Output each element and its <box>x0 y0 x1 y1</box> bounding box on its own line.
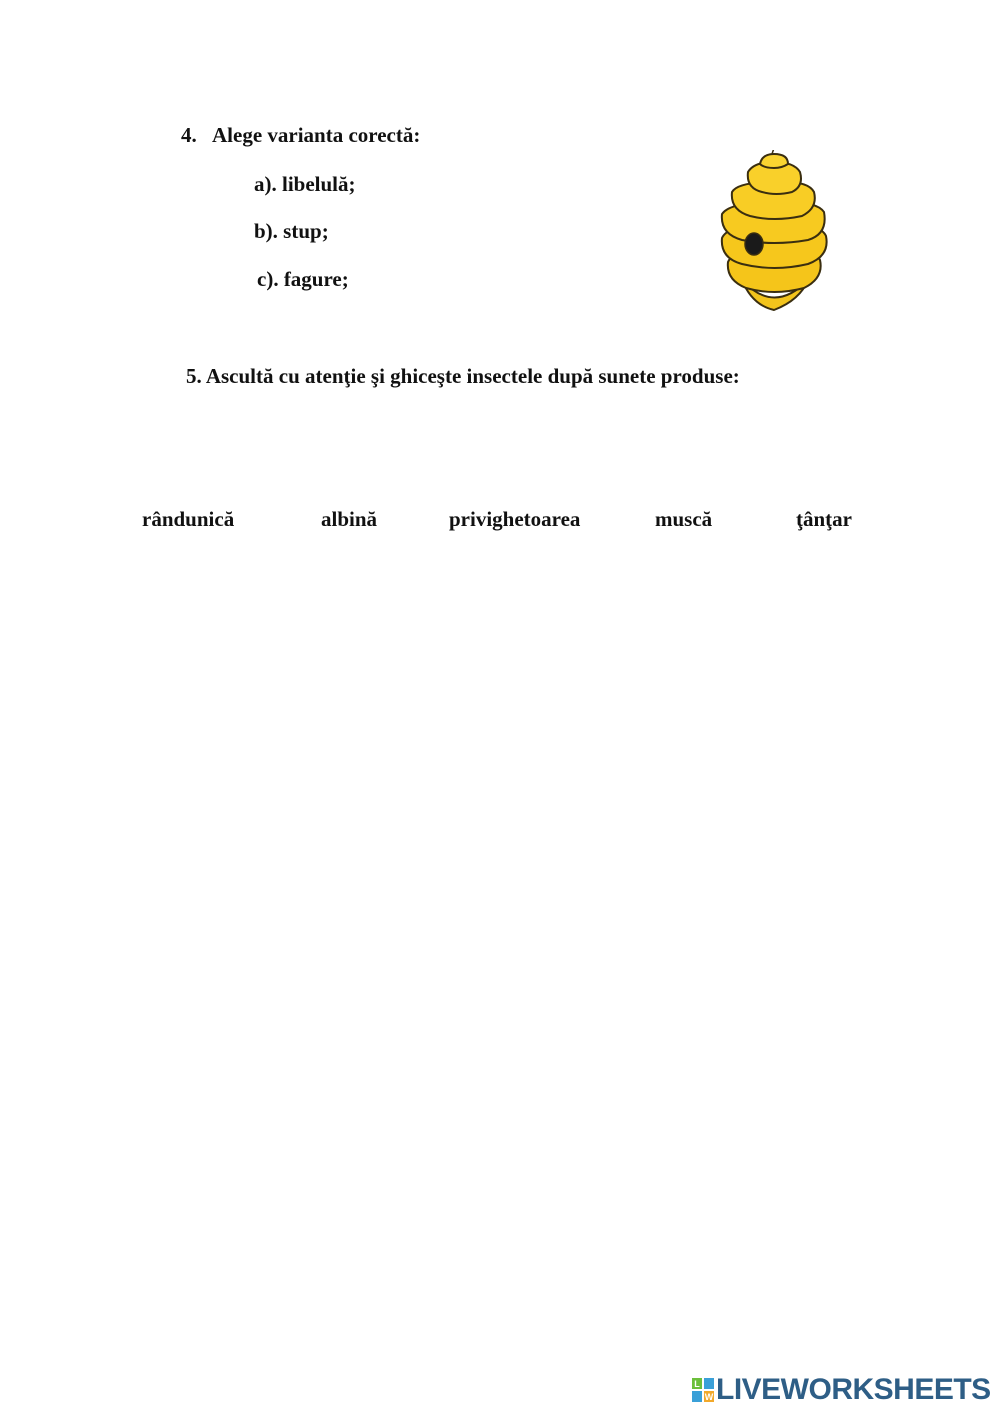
liveworksheets-brand <box>692 1374 991 1406</box>
liveworksheets-logo-icon <box>692 1378 714 1402</box>
option-c[interactable]: c). fagure; <box>257 267 349 291</box>
question-5-title: 5. Ascultă cu atenţie şi ghiceşte insectele după sunete produse: <box>186 364 740 388</box>
logo-letter: L <box>694 1379 700 1389</box>
word-option[interactable]: albină <box>321 507 378 531</box>
option-b[interactable]: b). stup; <box>254 219 329 243</box>
hive-cap <box>760 154 788 168</box>
hive-entrance <box>745 233 763 255</box>
question-4-number: 4. <box>181 123 197 147</box>
question-4-title: Alege varianta corectă: <box>212 123 421 147</box>
logo-letter: W <box>704 1392 714 1402</box>
word-option[interactable]: muscă <box>655 507 713 531</box>
brand-name: LIVEWORKSHEETS <box>716 1373 991 1406</box>
word-option[interactable]: rândunică <box>142 507 235 531</box>
word-option[interactable]: ţânţar <box>796 507 852 531</box>
word-option[interactable]: privighetoarea <box>449 507 581 531</box>
beehive-illustration <box>712 150 836 318</box>
option-a[interactable]: a). libelulă; <box>254 172 356 196</box>
